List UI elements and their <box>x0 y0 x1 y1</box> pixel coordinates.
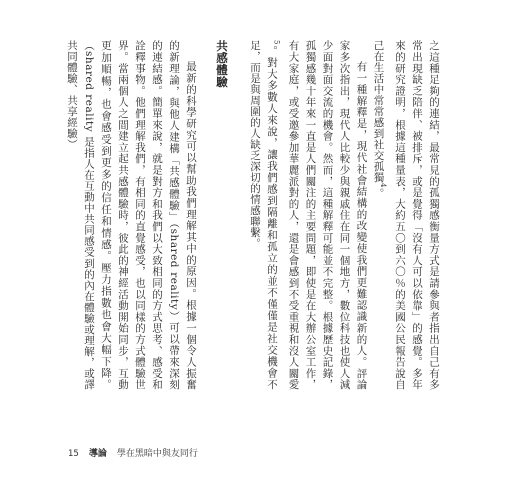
section-heading: 共感體驗 <box>215 40 229 88</box>
paragraph-intro-end: 。 <box>372 187 385 199</box>
page-footer <box>68 446 198 459</box>
paragraph-explanation-end: 。對大多數人來說，讓我們感到隔離和孤立的並不僅僅是社交機會不足，而是與周圍的人缺乏深切的情感聯繫。 <box>249 40 278 390</box>
footnote-marker: 5 <box>272 40 281 45</box>
page-number: 15 <box>68 449 79 459</box>
running-title: 學在黑暗中與友同行 <box>116 449 198 459</box>
paragraph-explanation <box>246 40 370 390</box>
paragraph-explanation-text: 有一種解釋是，現代社會結構的改變使我們更難認識新的人。評論家多次指出，現代人比較少與親戚住在同一個地方，數位科技也使人減少面對面交流的機會。然而，這種解釋可能並不完整。根據歷史記錄，孤獨感幾十年來一直是人們關注的主要問題，即使是在大辦公室工作，有大家庭，或受邀參加華麗派對的人，還是會感到不受重視和沒人關愛 <box>287 40 368 390</box>
section-label: 導論 <box>88 449 107 459</box>
paragraph-intro-text: 之這種足夠的連結，最常見的孤獨感衡量方式是請參與者指出自己有多常出現缺乏陪伴、被排斥，或是覺得「沒有人可以依靠」的感覺。多年來的研究證明，根據這種量表，大約五〇到六〇％的美國公民報告說自己在生活中常常感到社交孤獨 <box>372 40 440 390</box>
body-text <box>68 40 442 390</box>
footnote-marker: 4 <box>379 183 387 188</box>
paragraph-intro <box>370 40 443 390</box>
paragraph-shared-reality: 最新的科學研究可以幫助我們理解其中的原因。根據一個令人振奮的新理論，與他人建構「共感體驗」（shared reality）可以帶來深刻的連結感。簡單來說，就是對方和我們以大致相同的方式思考、感受和詮釋事物。他們理解我們，有相同的直覺感受，也以同樣的方式體驗世界。當兩個人之間建立起共感體驗時，彼此的神經活動開始同步，互動更加順暢，也會感受到更多的信任和情感。壓力指數也會大幅下降。（shared reality 是指人在互動中共同感受到的內在體驗或理解，或譯共同體驗、共享經驗） <box>66 40 197 390</box>
